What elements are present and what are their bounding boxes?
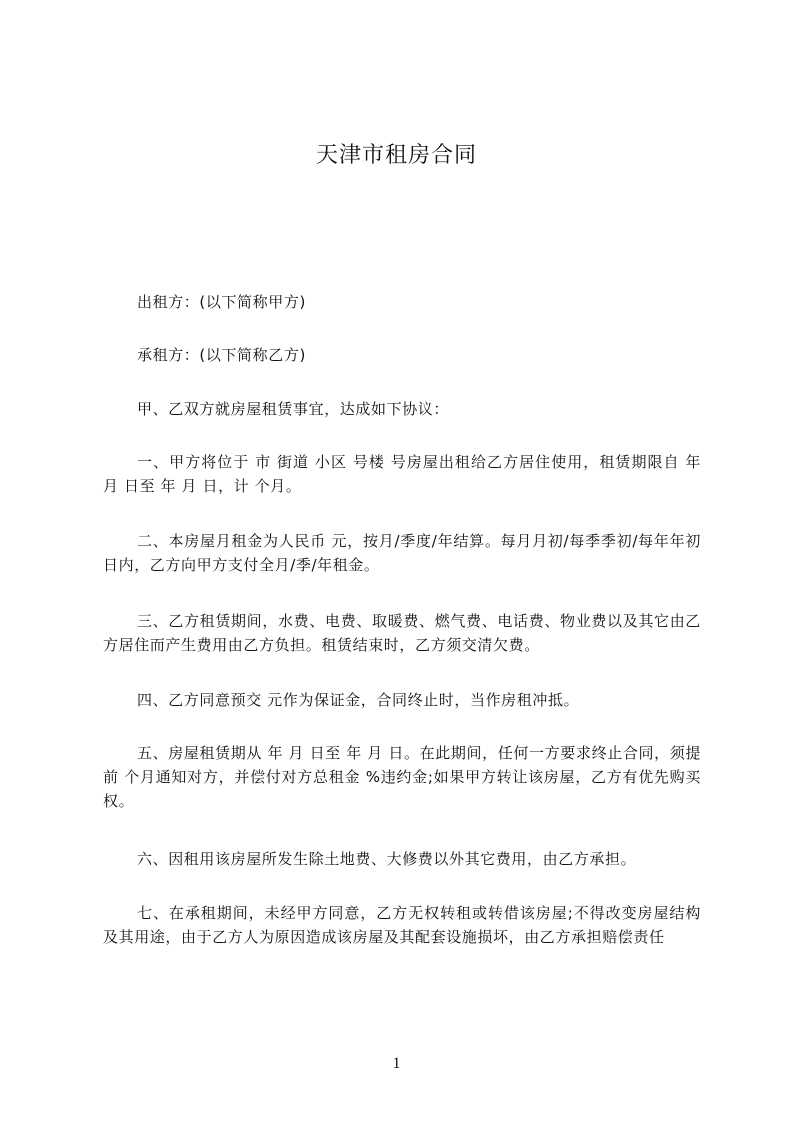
clause-4: 四、乙方同意预交 元作为保证金，合同终止时，当作房租冲抵。: [137, 691, 580, 709]
clause-5: 五、房屋租赁期从 年 月 日至 年 月 日。在此期间，任何一方要求终止合同，须提前 个月通知对方，并偿付对方总租金 %违约金;如果甲方转让该房屋，乙方有优先购买权。: [103, 744, 701, 810]
clause-6: 六、因租用该房屋所发生除土地费、大修费以外其它费用，由乙方承担。: [137, 850, 637, 868]
party-b-line: 承租方：(以下简称乙方): [137, 346, 306, 364]
clause-1: 一、甲方将位于 市 街道 小区 号楼 号房屋出租给乙方居住使用，租赁期限自 年 月 日至 年 月 日，计 个月。: [103, 453, 701, 495]
clause-3: 三、乙方租赁期间，水费、电费、取暖费、燃气费、电话费、物业费以及其它由乙方居住而产生费用由乙方负担。租赁结束时，乙方须交清欠费。: [103, 612, 701, 654]
clause-7: 七、在承租期间，未经甲方同意，乙方无权转租或转借该房屋;不得改变房屋结构及其用途，由于乙方人为原因造成该房屋及其配套设施损坏，由乙方承担赔偿责任: [103, 904, 701, 946]
page-number: 1: [392, 1055, 401, 1072]
party-a-line: 出租方：(以下简称甲方): [137, 293, 306, 311]
document-title: 天津市租房合同: [315, 143, 477, 168]
preamble: 甲、乙双方就房屋租赁事宜，达成如下协议：: [137, 400, 450, 418]
clause-2: 二、本房屋月租金为人民币 元，按月/季度/年结算。每月月初/每季季初/每年年初 日内，乙方向甲方支付全月/季/年租金。: [103, 532, 701, 574]
